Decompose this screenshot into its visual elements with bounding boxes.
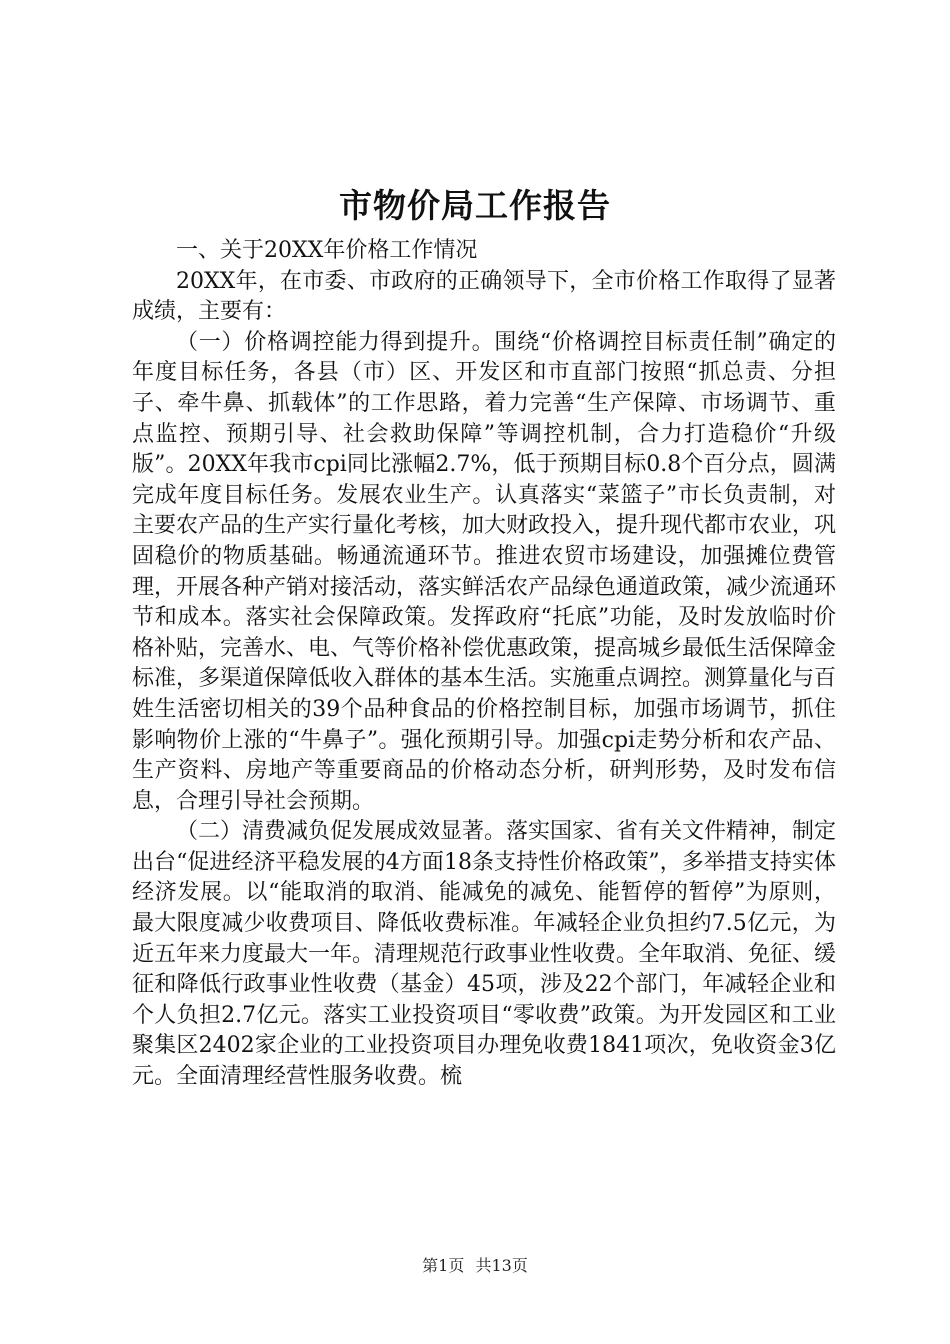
page-footer (0, 1253, 950, 1276)
paragraph-fee-reduction: （二）清费减负促发展成效显著。落实国家、省有关文件精神，制定出台“促进经济平稳发展的4方面18条支持性价格政策”，多举措支持实体经济发展。以“能取消的取消、能减免的减免、能暂停的暂停”为原则，最大限度减少收费项目、降低收费标准。年减轻企业负担约7.5亿元，为近五年来力度最大一年。清理规范行政事业性收费。全年取消、免征、缓征和降低行政事业性收费（基金）45项，涉及22个部门，年减轻企业和个人负担2.7亿元。落实工业投资项目“零收费”政策。为开发园区和工业聚集区2402家企业的工业投资项目办理免收费1841项次，免收资金3亿元。全面清理经营性服务收费。梳 (132, 819, 837, 1090)
page-number: 第1页 (422, 1256, 465, 1275)
document-title: 市物价局工作报告 (339, 186, 611, 225)
paragraph-price-control: （一）价格调控能力得到提升。围绕“价格调控目标责任制”确定的年度目标任务，各县（市）区、开发区和市直部门按照“抓总责、分担子、牵牛鼻、抓载体”的工作思路，着力完善“生产保障、市场调节、重点监控、预期引导、社会救助保障”等调控机制，合力打造稳价“升级版”。20XX年我市cpi同比涨幅2.7%，低于预期目标0.8个百分点，圆满完成年度目标任务。发展农业生产。认真落实“菜篮子”市长负责制，对主要农产品的生产实行量化考核，加大财政投入，提升现代都市农业，巩固稳价的物质基础。畅通流通环节。推进农贸市场建设，加强摊位费管理，开展各种产销对接活动，落实鲜活农产品绿色通道政策，减少流通环节和成本。落实社会保障政策。发挥政府“托底”功能，及时发放临时价格补贴，完善水、电、气等价格补偿优惠政策，提高城乡最低生活保障金标准，多渠道保障低收入群体的基本生活。实施重点调控。测算量化与百姓生活密切相关的39个品种食品的价格控制目标，加强市场调节，抓住影响物价上涨的“牛鼻子”。强化预期引导。加强cpi走势分析和农产品、生产资料、房地产等重要商品的价格动态分析，研判形势，及时发布信息，合理引导社会预期。 (132, 329, 837, 814)
page-total: 共13页 (475, 1256, 528, 1275)
section-heading: 一、关于20XX年价格工作情况 (176, 238, 478, 263)
document-body (132, 236, 836, 1093)
intro-paragraph: 20XX年，在市委、市政府的正确领导下，全市价格工作取得了显著成绩，主要有： (132, 268, 836, 325)
